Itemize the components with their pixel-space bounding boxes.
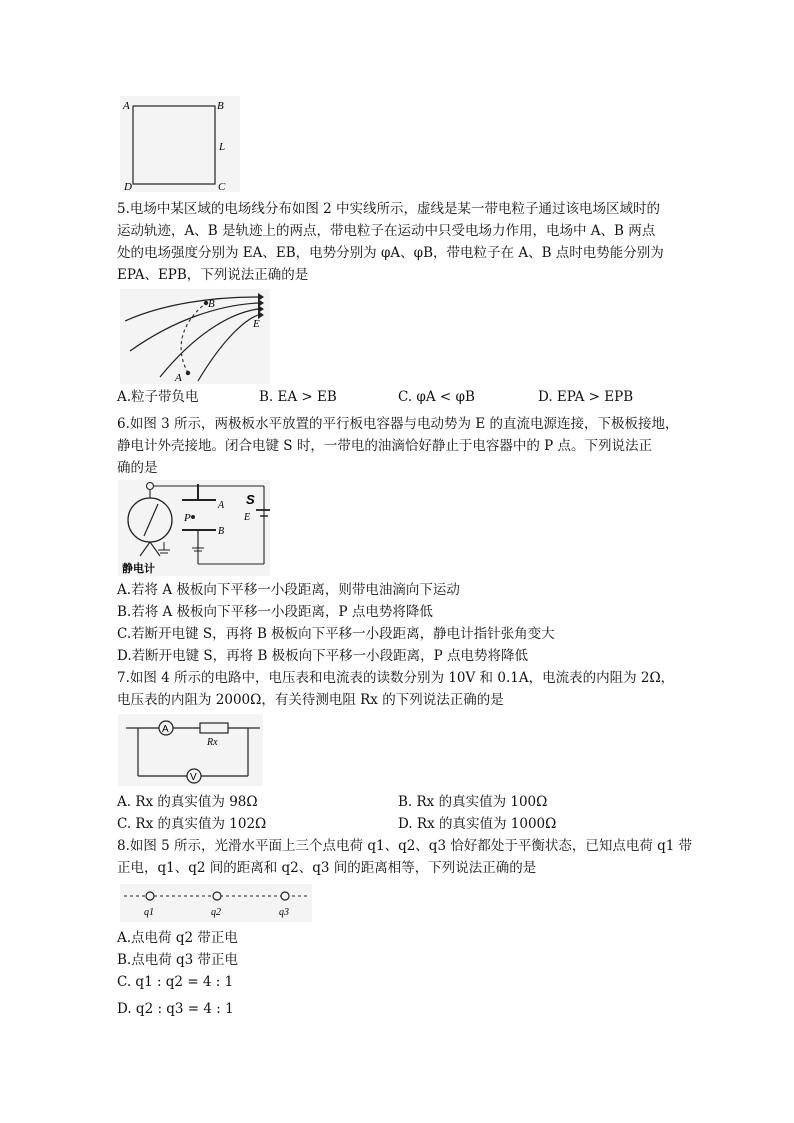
label-l: L [219,141,226,153]
label-p: P [184,512,191,524]
q7-option-d: D. Rx 的真实值为 1000Ω [398,816,557,832]
q6-option-c: C.若断开电键 S，再将 B 极板向下平移一小段距离，静电计指针张角变大 [117,626,555,642]
figure-meter-circuit [118,714,263,786]
label-a: A [175,372,182,384]
ammeter-icon: A [162,724,169,735]
figure-point-charges [120,884,312,922]
q5-line-3: 处的电场强度分别为 EA、EB，电势分别为 φA、φB，带电粒子在 A、B 点时电势能分别为 [117,245,664,261]
q5-line-1: 5.电场中某区域的电场线分布如图 2 中实线所示，虚线是某一带电粒子通过该电场区域时的 [117,201,661,217]
label-q2: q2 [211,907,221,918]
label-q1: q1 [144,907,154,918]
q7-option-b: B. Rx 的真实值为 100Ω [398,794,548,810]
q8-option-c: C. q1 : q2 = 4 : 1 [117,974,234,990]
q5-option-b: B. EA > EB [259,389,337,405]
q6-line-1: 6.如图 3 所示，两极板水平放置的平行板电容器与电动势为 E 的直流电源连接，下极板接地， [117,416,679,432]
q8-option-a: A.点电荷 q2 带正电 [117,930,238,946]
label-rx: Rx [207,737,218,748]
q6-line-2: 静电计外壳接地。闭合电键 S 时，一带电的油滴恰好静止于电容器中的 P 点。下列说法正 [117,438,652,454]
label-c: C [218,181,226,192]
q7-option-a: A. Rx 的真实值为 98Ω [117,794,258,810]
label-a: A [218,500,225,511]
figure-square [120,96,240,192]
q5-line-4: EPA、EPB，下列说法正确的是 [117,267,309,283]
q5-option-d: D. EPA > EPB [538,389,634,405]
label-q3: q3 [279,907,289,918]
q6-option-b: B.若将 A 极板向下平移一小段距离，P 点电势将降低 [117,604,433,620]
q5-option-a: A.粒子带负电 [117,389,199,405]
label-b: B [217,100,224,112]
label-b: B [208,298,215,310]
q7-line-1: 7.如图 4 所示的电路中，电压表和电流表的读数分别为 10V 和 0.1A，电流表的内阻为 2Ω， [117,670,675,686]
figure-field-lines [120,289,270,384]
label-a: A [123,100,130,112]
q6-option-a: A.若将 A 极板向下平移一小段距离，则带电油滴向下运动 [117,582,460,598]
q8-line-2: 正电，q1、q2 间的距离和 q2、q3 间的距离相等，下列说法正确的是 [117,860,537,876]
label-meter: 静电计 [122,562,155,575]
q6-option-d: D.若断开电键 S，再将 B 极板向下平移一小段距离，P 点电势将降低 [117,648,529,664]
q7-line-2: 电压表的内阻为 2000Ω，有关待测电阻 Rx 的下列说法正确的是 [117,692,504,708]
q8-option-b: B.点电荷 q3 带正电 [117,952,239,968]
q5-option-c: C. φA < φB [398,389,475,405]
q8-option-d: D. q2 : q3 = 4 : 1 [117,1001,234,1017]
q6-line-3: 确的是 [117,460,158,476]
label-d: D [124,181,132,192]
q8-line-1: 8.如图 5 所示，光滑水平面上三个点电荷 q1、q2、q3 恰好都处于平衡状态，已知点电荷 q1 带 [117,838,693,854]
label-e: E [253,318,260,330]
label-b: B [218,526,225,537]
q7-option-c: C. Rx 的真实值为 102Ω [117,816,267,832]
label-s: S [246,492,255,507]
figure-capacitor-circuit [118,480,270,576]
voltmeter-icon: V [190,772,197,783]
label-e: E [244,512,251,523]
q5-line-2: 运动轨迹，A、B 是轨迹上的两点，带电粒子在运动中只受电场力作用，电场中 A、B 两点 [117,223,656,239]
